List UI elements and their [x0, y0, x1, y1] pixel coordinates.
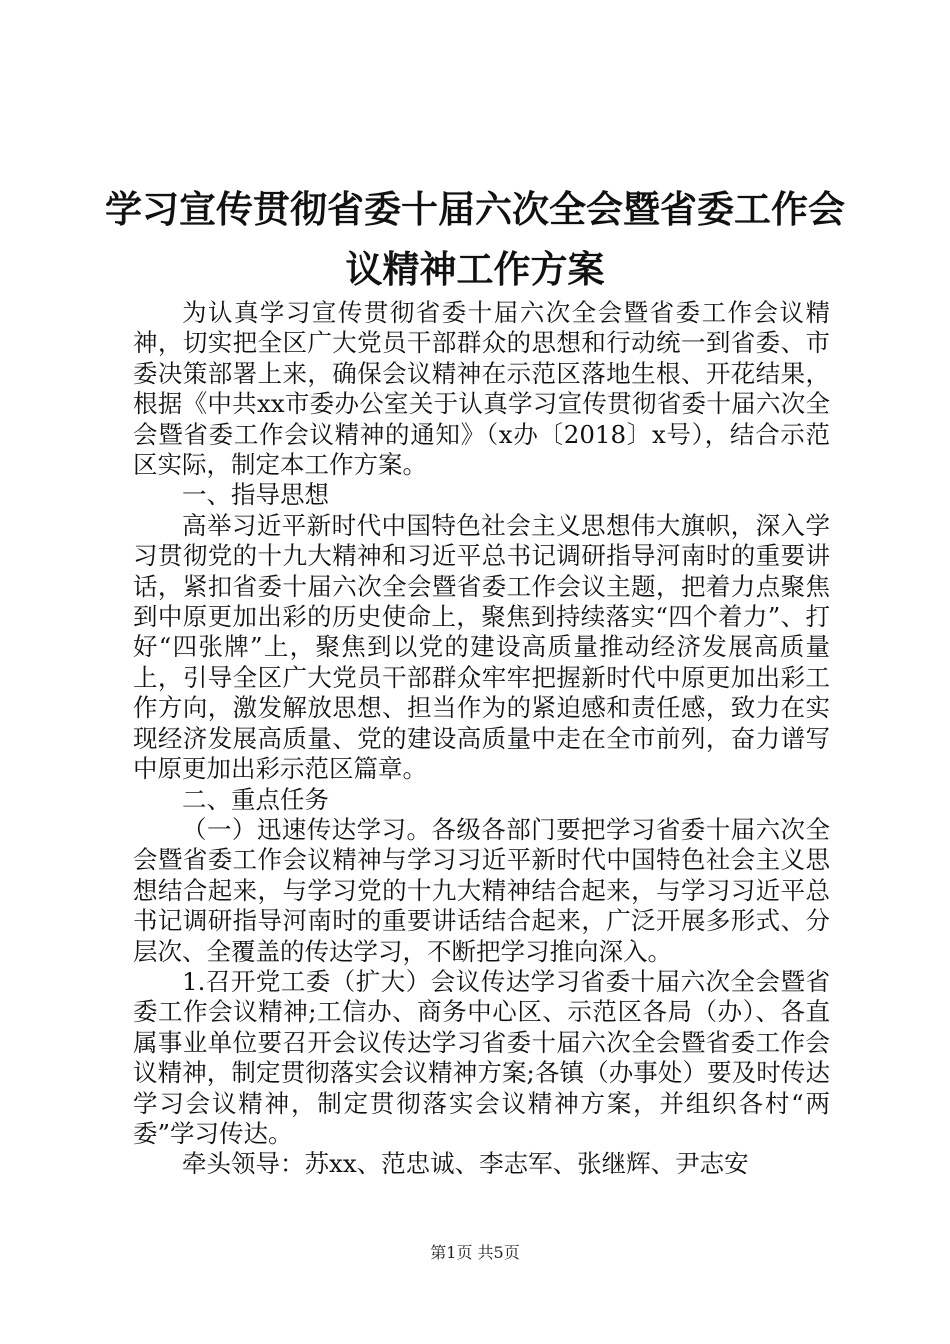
task-1-paragraph: （一）迅速传达学习。各级各部门要把学习省委十届六次全会暨省委工作会议精神与学习习近平新时代中国特色社会主义思想结合起来，与学习党的十九大精神结合起来，与学习习近平总书记调研指导河南时的重要讲话结合起来，广泛开展多形式、分层次、全覆盖的传达学习，不断把学习推向深入。 — [133, 814, 830, 966]
document-body — [133, 298, 830, 1180]
guiding-ideology-paragraph: 高举习近平新时代中国特色社会主义思想伟大旗帜，深入学习贯彻党的十九大精神和习近平总书记调研指导河南时的重要讲话，紧扣省委十届六次全会暨省委工作会议主题，把着力点聚焦到中原更加出彩的历史使命上，聚焦到持续落实“四个着力”、打好“四张牌”上，聚焦到以党的建设高质量推动经济发展高质量上，引导全区广大党员干部群众牢牢把握新时代中原更加出彩工作方向，激发解放思想、担当作为的紧迫感和责任感，致力在实现经济发展高质量、党的建设高质量中走在全市前列，奋力谱写中原更加出彩示范区篇章。 — [133, 510, 830, 784]
lead-officials-paragraph: 牵头领导：苏xx、范忠诚、李志军、张继辉、尹志安 — [182, 1149, 749, 1179]
document-title-line-1: 学习宣传贯彻省委十届六次全会暨省委工作会 — [105, 188, 845, 231]
document-title-line-2: 议精神工作方案 — [345, 248, 605, 291]
section-heading-guiding-ideology: 一、指导思想 — [182, 480, 329, 510]
intro-paragraph: 为认真学习宣传贯彻省委十届六次全会暨省委工作会议精神，切实把全区广大党员干部群众的思想和行动统一到省委、市委决策部署上来，确保会议精神在示范区落地生根、开花结果，根据《中共xx市委办公室关于认真学习宣传贯彻省委十届六次全会暨省委工作会议精神的通知》（x办〔2018〕x号），结合示范区实际，制定本工作方案。 — [133, 298, 830, 480]
page-number-footer: 第1页 共5页 — [430, 1243, 520, 1262]
section-heading-key-tasks: 二、重点任务 — [182, 784, 329, 814]
task-1-item-1-paragraph: 1.召开党工委（扩大）会议传达学习省委十届六次全会暨省委工作会议精神;工信办、商务中心区、示范区各局（办）、各直属事业单位要召开会议传达学习省委十届六次全会暨省委工作会议精神，制定贯彻落实会议精神方案;各镇（办事处）要及时传达学习会议精神，制定贯彻落实会议精神方案，并组织各村“两委”学习传达。 — [133, 966, 830, 1148]
